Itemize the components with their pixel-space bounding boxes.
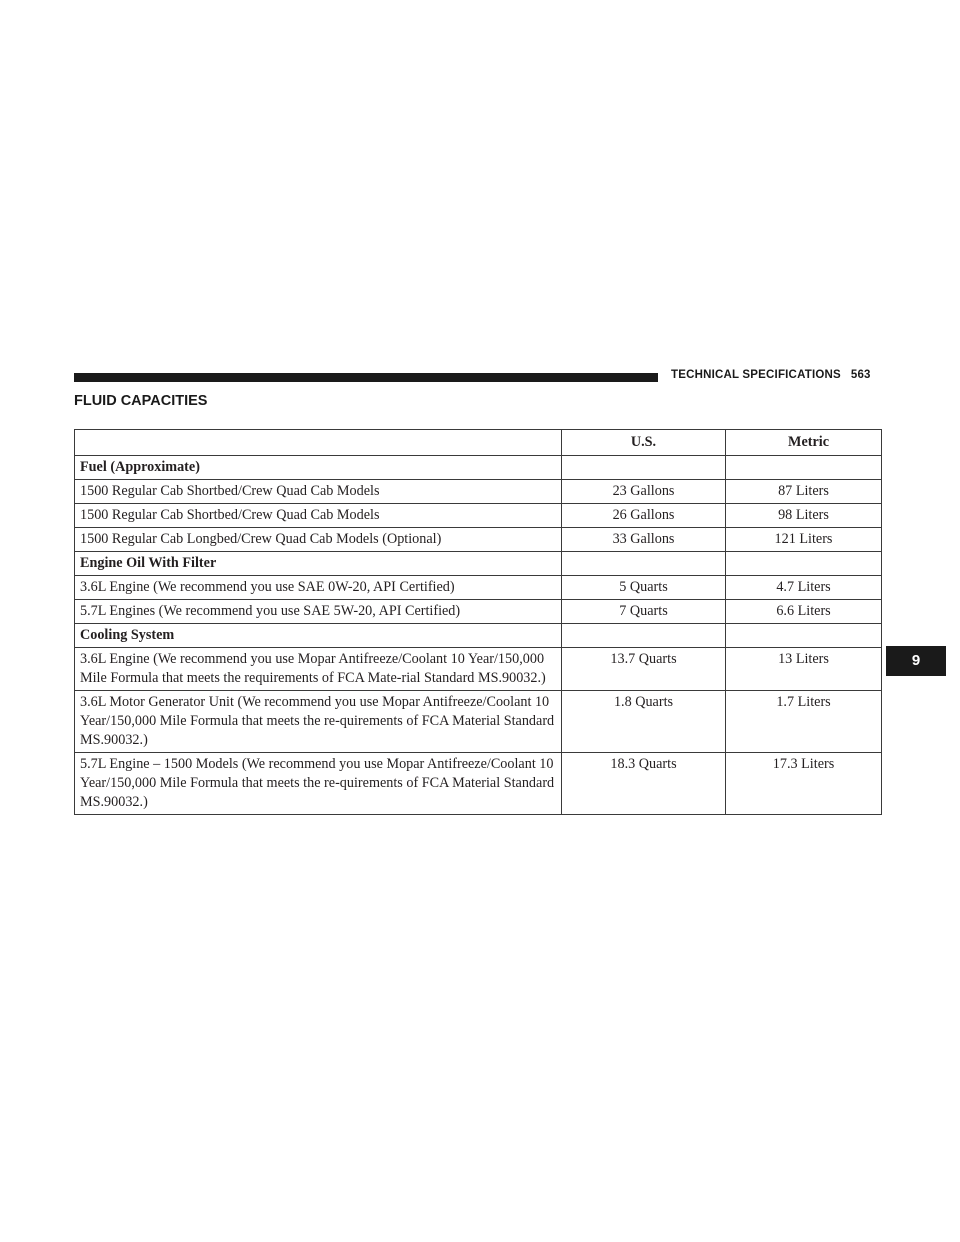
table-row <box>75 753 882 815</box>
row-value-us <box>562 456 726 480</box>
row-label: 1500 Regular Cab Shortbed/Crew Quad Cab Models <box>75 480 562 504</box>
section-title: FLUID CAPACITIES <box>74 393 208 409</box>
table-row <box>75 576 882 600</box>
table-row <box>75 648 882 691</box>
row-value-metric: 6.6 Liters <box>726 600 882 624</box>
row-value-metric: 98 Liters <box>726 504 882 528</box>
row-value-us: 23 Gallons <box>562 480 726 504</box>
table-header-row <box>75 430 882 456</box>
row-label: 5.7L Engine – 1500 Models (We recommend you use Mopar Antifreeze/Coolant 10 Year/150,000 Mile Formula that meets the re-quirements of FCA Material Standard MS.90032.) <box>75 753 562 815</box>
row-label: 3.6L Motor Generator Unit (We recommend you use Mopar Antifreeze/Coolant 10 Year/150,000 Mile Formula that meets the re-quirements of FCA Material Standard MS.90032.) <box>75 691 562 753</box>
column-header-metric: Metric <box>726 430 882 456</box>
row-value-us: 18.3 Quarts <box>562 753 726 815</box>
row-label: 5.7L Engines (We recommend you use SAE 5W-20, API Certified) <box>75 600 562 624</box>
row-label: Fuel (Approximate) <box>75 456 562 480</box>
row-label: 3.6L Engine (We recommend you use SAE 0W-20, API Certified) <box>75 576 562 600</box>
row-value-us: 5 Quarts <box>562 576 726 600</box>
column-header-item <box>75 430 562 456</box>
row-value-metric <box>726 456 882 480</box>
header-rule <box>74 373 658 382</box>
row-value-us: 7 Quarts <box>562 600 726 624</box>
row-label: 1500 Regular Cab Shortbed/Crew Quad Cab Models <box>75 504 562 528</box>
row-label: Cooling System <box>75 624 562 648</box>
table-section-row <box>75 552 882 576</box>
row-value-us: 26 Gallons <box>562 504 726 528</box>
row-value-metric <box>726 624 882 648</box>
row-value-metric: 87 Liters <box>726 480 882 504</box>
row-value-metric: 17.3 Liters <box>726 753 882 815</box>
row-value-metric: 13 Liters <box>726 648 882 691</box>
row-label: 3.6L Engine (We recommend you use Mopar Antifreeze/Coolant 10 Year/150,000 Mile Formula that meets the requirements of FCA Mate-rial Standard MS.90032.) <box>75 648 562 691</box>
row-label: 1500 Regular Cab Longbed/Crew Quad Cab Models (Optional) <box>75 528 562 552</box>
running-header <box>671 369 871 381</box>
table-section-row <box>75 456 882 480</box>
row-value-us <box>562 624 726 648</box>
table-row <box>75 480 882 504</box>
header-section-title: TECHNICAL SPECIFICATIONS <box>671 369 841 381</box>
table-section-row <box>75 624 882 648</box>
row-value-us: 1.8 Quarts <box>562 691 726 753</box>
row-value-metric <box>726 552 882 576</box>
table-row <box>75 600 882 624</box>
row-value-metric: 121 Liters <box>726 528 882 552</box>
row-value-us <box>562 552 726 576</box>
table-row <box>75 504 882 528</box>
row-value-metric: 1.7 Liters <box>726 691 882 753</box>
chapter-tab: 9 <box>886 646 946 676</box>
row-value-metric: 4.7 Liters <box>726 576 882 600</box>
column-header-us: U.S. <box>562 430 726 456</box>
fluid-capacities-table <box>74 429 882 815</box>
row-label: Engine Oil With Filter <box>75 552 562 576</box>
row-value-us: 13.7 Quarts <box>562 648 726 691</box>
table-row <box>75 528 882 552</box>
page-number: 563 <box>850 369 871 381</box>
table-row <box>75 691 882 753</box>
row-value-us: 33 Gallons <box>562 528 726 552</box>
